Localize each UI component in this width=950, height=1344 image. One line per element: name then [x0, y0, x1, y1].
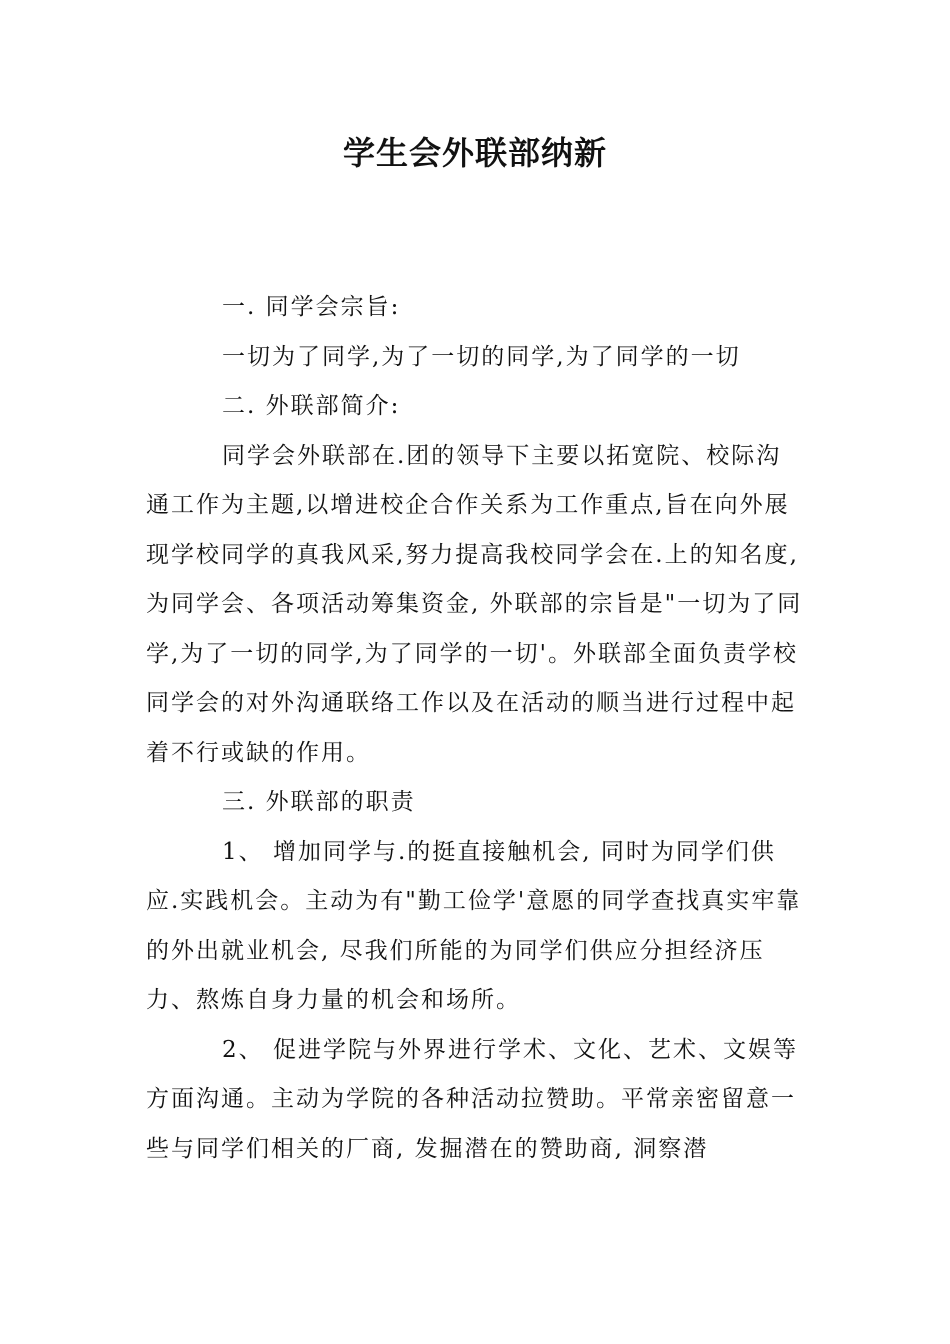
section-heading-intro: 二. 外联部简介:	[222, 393, 401, 419]
document-body	[146, 283, 806, 1174]
section-heading-duties: 三. 外联部的职责	[222, 789, 416, 815]
purpose-text: 一切为了同学,为了一切的同学,为了同学的一切	[222, 343, 741, 370]
section-heading-purpose: 一. 同学会宗旨:	[222, 294, 401, 320]
intro-paragraph: 同学会外联部在.团的领导下主要以拓宽院、校际沟通工作为主题,以增进校企合作关系为工作重点,旨在向外展现学校同学的真我风采,努力提高我校同学会在.上的知名度,为同学会、各项活动筹集资金, 外联部的宗旨是"一切为了同学,为了一切的同学,为了同学的一切'。外联部全面负责学校同学会的对外沟通联络工作以及在活动的顺当进行过程中起着不行或缺的作用。	[146, 442, 803, 766]
document-title: 学生会外联部纳新	[342, 134, 607, 172]
duty-item-1: 1、 增加同学与.的挺直接触机会, 同时为同学们供应.实践机会。主动为有"勤工俭学'意愿的同学查找真实牢靠的外出就业机会, 尽我们所能的为同学们供应分担经济压力、熬炼自身力量的机会和场所。	[146, 838, 802, 1013]
duty-item-2: 2、 促进学院与外界进行学术、文化、艺术、文娱等方面沟通。主动为学院的各种活动拉赞助。平常亲密留意一些与同学们相关的厂商, 发掘潜在的赞助商, 洞察潜	[146, 1036, 798, 1162]
